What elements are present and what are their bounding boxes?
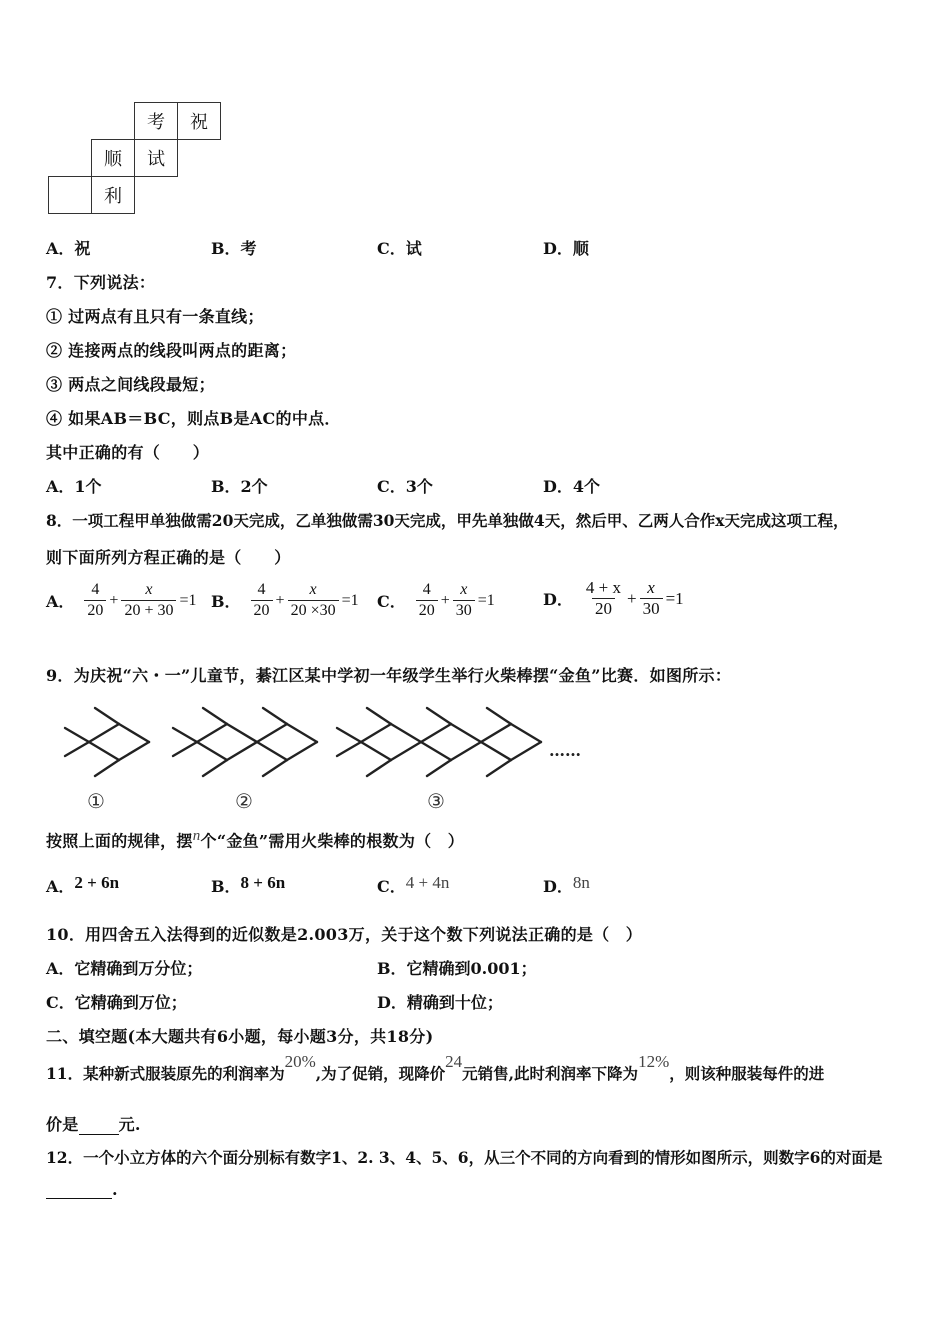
q6-option-d: D．顺 bbox=[543, 239, 589, 258]
q8-d-frac2: $\frac{x}{30}$ bbox=[640, 578, 663, 619]
net-cell-kao: 考 bbox=[134, 102, 178, 140]
q10-stem: 10．用四舍五入法得到的近似数是2.003万，关于这个数下列说法正确的是（ ） bbox=[46, 925, 643, 944]
q8-a-frac1: $\frac{4}{20}$ bbox=[84, 580, 106, 621]
q7-stem: 7．下列说法： bbox=[46, 273, 156, 292]
q6-option-c: C．试 bbox=[377, 239, 422, 258]
q11-line2: 价是 元. bbox=[46, 1115, 141, 1134]
q9-stem: 9．为庆祝“六・一”儿童节，綦江区某中学初一年级学生举行火柴棒摆“金鱼”比赛．如图所示： bbox=[46, 666, 732, 685]
q9-option-a: A．2 + 6n bbox=[46, 873, 120, 896]
q11-value-20pct: 20% bbox=[284, 1052, 316, 1071]
q8-b-frac1: $\frac{4}{20}$ bbox=[251, 580, 273, 621]
q7-ask: 其中正确的有（ ） bbox=[46, 443, 210, 462]
q8-stem-line1: 8．一项工程甲单独做需20天完成，乙单独做需30天完成，甲先单独做4天，然后甲、乙两人合作x天完成这项工程， bbox=[46, 511, 849, 530]
q7-item-3: ③ 两点之间线段最短； bbox=[46, 375, 215, 394]
q9-option-d-expr: 8n bbox=[572, 873, 590, 892]
q9-option-c: C．4 + 4n bbox=[377, 873, 450, 896]
q8-d-frac1: $\frac{4 + x}{20}$ bbox=[585, 578, 621, 618]
figure-ellipsis: …… bbox=[549, 741, 581, 760]
q11-line1: 11．某种新式服装原先的利润率为20%,为了促销，现降价24元销售,此时利润率下降为12%，则该种服装每件的进 bbox=[46, 1052, 825, 1083]
q12-stem: 12．一个小立方体的六个面分别标有数字1、2. 3、4、5、6，从三个不同的方向看到的情形如图所示，则数字6的对面是 bbox=[46, 1148, 883, 1167]
q7-option-a: A．1个 bbox=[46, 477, 102, 496]
q10-option-a: A．它精确到万分位； bbox=[46, 959, 203, 978]
q9-var-n: n bbox=[192, 828, 201, 844]
net-cell-zhu: 祝 bbox=[177, 102, 221, 140]
q8-option-b-letter: B． bbox=[211, 592, 241, 611]
q8-option-a: A． $\frac{4}{20}$ + $\frac{x}{20 + 30}$ =1 bbox=[46, 581, 197, 619]
q11-value-24: 24 bbox=[445, 1052, 463, 1071]
goldfish-pattern-1 bbox=[65, 708, 149, 776]
q7-item-1: ① 过两点有且只有一条直线； bbox=[46, 307, 264, 326]
q10-option-d: D．精确到十位； bbox=[377, 993, 503, 1012]
q8-option-a-letter: A． bbox=[46, 592, 75, 611]
q8-stem-line2: 则下面所列方程正确的是（ ） bbox=[46, 548, 291, 567]
net-cell-shun: 顺 bbox=[91, 139, 135, 177]
q8-c-frac2: $\frac{x}{30}$ bbox=[453, 580, 475, 621]
q7-option-c: C．3个 bbox=[377, 477, 433, 496]
q10-option-b: B．它精确到0.001； bbox=[377, 959, 537, 978]
q9-ask: 按照上面的规律，摆$^n$个“金鱼”需用火柴棒的根数为（ ） bbox=[46, 828, 465, 851]
net-cell-shi: 试 bbox=[134, 139, 178, 177]
goldfish-pattern-2 bbox=[173, 708, 317, 776]
figure-label-3: ③ bbox=[427, 789, 445, 813]
q7-option-d: D．4个 bbox=[543, 477, 601, 496]
q6-option-a: A．祝 bbox=[46, 239, 91, 258]
goldfish-pattern-3 bbox=[337, 708, 541, 776]
q8-option-b: B． $\frac{4}{20}$ + $\frac{x}{20 \times 30}$ =1 bbox=[211, 581, 359, 619]
q8-a-frac2: $\frac{x}{20 + 30}$ bbox=[121, 580, 176, 621]
q12-line2: . bbox=[46, 1180, 118, 1199]
q6-option-b: B．考 bbox=[211, 239, 257, 258]
net-cell-li: 利 bbox=[91, 176, 135, 214]
q8-option-d-letter: D． bbox=[543, 590, 573, 609]
q11-answer-blank[interactable] bbox=[79, 1116, 119, 1135]
q9-option-a-expr: 2 + 6n bbox=[74, 873, 120, 892]
q11-value-12pct: 12% bbox=[638, 1052, 670, 1071]
net-cell-blank bbox=[48, 176, 92, 214]
figure-label-1: ① bbox=[87, 789, 105, 813]
q9-option-c-expr: 4 + 4n bbox=[405, 873, 450, 892]
q8-option-d: D． $\frac{4 + x}{20}$ + $\frac{x}{30}$ =1 bbox=[543, 578, 684, 618]
q10-option-c: C．它精确到万位； bbox=[46, 993, 187, 1012]
q9-option-b-expr: 8 + 6n bbox=[240, 873, 286, 892]
q8-b-frac2: $\frac{x}{20 \times 30}$ bbox=[288, 580, 339, 621]
q7-option-b: B．2个 bbox=[211, 477, 268, 496]
q7-item-4: ④ 如果AB＝BC，则点B是AC的中点． bbox=[46, 409, 341, 428]
matchstick-goldfish-figure bbox=[55, 700, 595, 815]
q12-answer-blank[interactable] bbox=[46, 1180, 112, 1199]
q7-item-2: ② 连接两点的线段叫两点的距离； bbox=[46, 341, 297, 360]
figure-label-2: ② bbox=[235, 789, 253, 813]
q9-option-b: B．8 + 6n bbox=[211, 873, 286, 896]
q8-c-frac1: $\frac{4}{20}$ bbox=[416, 580, 438, 621]
q8-option-c-letter: C． bbox=[377, 592, 406, 611]
section-2-title: 二、填空题(本大题共有6小题，每小题3分，共18分) bbox=[46, 1027, 434, 1046]
q9-option-d: D．8n bbox=[543, 873, 590, 896]
q8-option-c: C． $\frac{4}{20}$ + $\frac{x}{30}$ =1 bbox=[377, 581, 495, 619]
